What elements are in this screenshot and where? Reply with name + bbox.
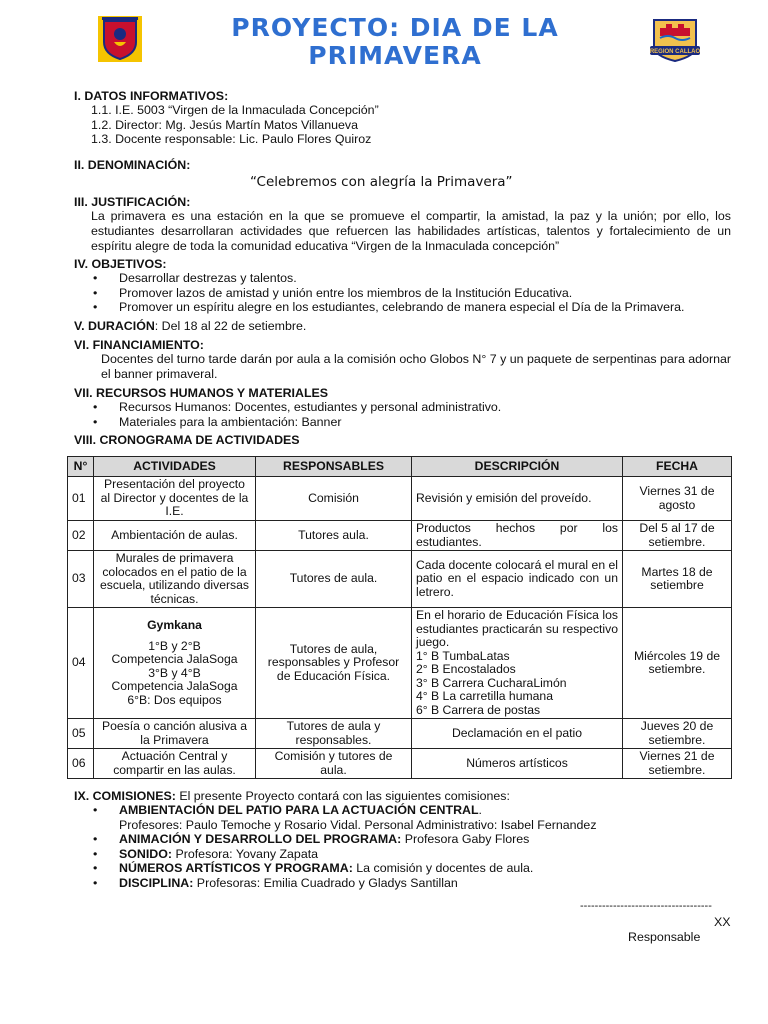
comision-item <box>91 861 597 876</box>
cell-actividad: Presentación del proyecto al Director y docentes de la I.E. <box>94 477 256 521</box>
cell-n: 01 <box>68 477 94 521</box>
cell-fecha: Viernes 21 de setiembre. <box>623 749 732 779</box>
cell-fecha: Viernes 31 de agosto <box>623 477 732 521</box>
title-line-1: PROYECTO: DIA DE LA <box>231 13 559 42</box>
cell-responsables: Tutores aula. <box>256 521 412 551</box>
cell-descripcion <box>412 608 623 719</box>
comision-text: Profesoras: Emilia Cuadrado y Gladys Santillan <box>193 875 458 890</box>
signature-line: ------------------------------------ <box>580 900 712 912</box>
recurso-item: • Recursos Humanos: Docentes, estudiantes y personal administrativo. <box>91 400 501 415</box>
gymkana-line: Competencia JalaSoga <box>111 652 238 666</box>
comisiones-line <box>74 789 510 803</box>
recursos-list <box>91 400 501 429</box>
cell-actividad <box>94 608 256 719</box>
cell-n: 03 <box>68 551 94 608</box>
duracion-line <box>74 319 306 333</box>
cell-descripcion: Productos hechos por los estudiantes. <box>412 521 623 551</box>
comision-text: . <box>478 803 482 817</box>
cell-fecha: Del 5 al 17 de setiembre. <box>623 521 732 551</box>
comision-text: Profesores: Paulo Temoche y Rosario Vidal. Personal Administrativo: Isabel Fernandez <box>119 817 597 832</box>
table-header-row <box>68 457 732 477</box>
section-financiamiento-heading: VI. FINANCIAMIENTO: <box>74 338 204 352</box>
activities-table <box>67 456 732 779</box>
section-denominacion-heading: II. DENOMINACIÓN: <box>74 158 191 172</box>
gymkana-desc-line: 6° B Carrera de postas <box>416 702 541 717</box>
gymkana-desc-line: 2° B Encostalados <box>416 662 516 676</box>
cell-descripcion: Declamación en el patio <box>412 719 623 749</box>
table-row <box>68 551 732 608</box>
cell-descripcion: Revisión y emisión del proveído. <box>412 477 623 521</box>
table-row <box>68 719 732 749</box>
comision-item <box>91 803 597 818</box>
gymkana-desc-line: 3° B Carrera CucharaLimón <box>416 675 567 690</box>
objetivo-item: • Promover lazos de amistad y unión entre los miembros de la Institución Educativa. <box>91 286 684 301</box>
cell-n: 02 <box>68 521 94 551</box>
cell-responsables: Tutores de aula. <box>256 551 412 608</box>
cell-responsables: Tutores de aula, responsables y Profesor de Educación Física. <box>256 608 412 719</box>
comisiones-list <box>91 803 597 891</box>
comision-text: Profesora Gaby Flores <box>401 832 530 847</box>
comision-text: La comisión y docentes de aula. <box>352 861 534 876</box>
comision-title: ANIMACIÓN Y DESARROLLO DEL PROGRAMA: <box>119 832 402 847</box>
cell-n: 05 <box>68 719 94 749</box>
gymkana-desc-intro: En el horario de Educación Física los estudiantes practicarán su respectivo juego. <box>416 608 618 649</box>
header-actividades: ACTIVIDADES <box>94 457 256 477</box>
table-row <box>68 521 732 551</box>
header-responsables: RESPONSABLES <box>256 457 412 477</box>
cell-actividad: Poesía o canción alusiva a la Primavera <box>94 719 256 749</box>
cell-n: 04 <box>68 608 94 719</box>
cell-descripcion: Números artísticos <box>412 749 623 779</box>
datos-item-2: 1.2. Director: Mg. Jesús Martín Matos Villanueva <box>91 118 358 132</box>
cell-n: 06 <box>68 749 94 779</box>
region-callao-logo <box>646 16 704 62</box>
section-objetivos-heading: IV. OBJETIVOS: <box>74 257 167 271</box>
datos-item-3: 1.3. Docente responsable: Lic. Paulo Flores Quiroz <box>91 132 372 146</box>
comision-title: DISCIPLINA: <box>119 875 194 890</box>
gymkana-line: 1°B y 2°B <box>148 638 201 653</box>
datos-item-1: 1.1. I.E. 5003 “Virgen de la Inmaculada Concepción” <box>91 103 379 117</box>
cell-fecha: Miércoles 19 de setiembre. <box>623 608 732 719</box>
table-row <box>68 477 732 521</box>
comision-item <box>91 876 597 891</box>
denominacion-quote: “Celebremos con alegría la Primavera” <box>250 174 513 190</box>
cell-actividad: Actuación Central y compartir en las aulas. <box>94 749 256 779</box>
cell-responsables: Tutores de aula y responsables. <box>256 719 412 749</box>
project-title <box>150 14 640 70</box>
header-descripcion: DESCRIPCIÓN <box>412 457 623 477</box>
gymkana-line: Competencia JalaSoga <box>111 679 238 693</box>
cell-fecha: Jueves 20 de setiembre. <box>623 719 732 749</box>
section-datos-heading: I. DATOS INFORMATIVOS: <box>74 89 229 103</box>
comision-title: NÚMEROS ARTÍSTICOS Y PROGRAMA: <box>119 861 353 876</box>
recurso-item: • Materiales para la ambientación: Banner <box>91 415 501 430</box>
comisiones-intro: El presente Proyecto contará con las siguientes comisiones: <box>175 789 510 803</box>
section-justificacion-heading: III. JUSTIFICACIÓN: <box>74 195 191 209</box>
cell-responsables: Comisión <box>256 477 412 521</box>
comision-text: Profesora: Yovany Zapata <box>172 846 319 861</box>
table-row <box>68 608 732 719</box>
section-comisiones-heading: IX. COMISIONES: <box>74 789 176 803</box>
signature-name: XX <box>714 915 731 929</box>
header-fecha: FECHA <box>623 457 732 477</box>
objetivos-list <box>91 271 684 315</box>
comision-item-detail <box>91 818 597 833</box>
comision-title: SONIDO: <box>119 846 173 861</box>
header-n: N° <box>68 457 94 477</box>
justificacion-text: La primavera es una estación en la que se promueve el compartir, la amistad, la paz y la unión; por ello, los estudiantes desarrollaran actividades que refuercen las habilidades artísticas, talentos y fortalecimiento de un espíritu alegre de toda la comunidad educativa “Virgen de la Inmaculada concepción” <box>91 209 731 253</box>
cell-actividad: Murales de primavera colocados en el patio de la escuela, utilizando diversas técnicas. <box>94 551 256 608</box>
gymkana-line: 6°B: Dos equipos <box>127 692 222 707</box>
comision-item <box>91 847 597 862</box>
objetivo-item: • Desarrollar destrezas y talentos. <box>91 271 684 286</box>
gymkana-line: 3°B y 4°B <box>148 665 201 680</box>
school-crest-logo <box>98 16 142 62</box>
cell-fecha: Martes 18 de setiembre <box>623 551 732 608</box>
section-recursos-heading: VII. RECURSOS HUMANOS Y MATERIALES <box>74 386 329 400</box>
comision-item <box>91 832 597 847</box>
section-duracion-heading: V. DURACIÓN <box>74 319 155 333</box>
gymkana-title: Gymkana <box>147 618 202 632</box>
duracion-text: : Del 18 al 22 de setiembre. <box>154 319 307 333</box>
cell-responsables: Comisión y tutores de aula. <box>256 749 412 779</box>
objetivo-item: • Promover un espíritu alegre en los estudiantes, celebrando de manera especial el Día de la Primavera. <box>91 300 684 315</box>
cell-actividad: Ambientación de aulas. <box>94 521 256 551</box>
table-row <box>68 749 732 779</box>
region-callao-text: REGION CALLAO <box>649 49 701 55</box>
section-cronograma-heading: VIII. CRONOGRAMA DE ACTIVIDADES <box>74 433 300 447</box>
comision-title: AMBIENTACIÓN DEL PATIO PARA LA ACTUACIÓN CENTRAL <box>119 803 479 817</box>
cell-descripcion: Cada docente colocará el mural en el patio en el espacio indicado con un letrero. <box>412 551 623 608</box>
signature-role: Responsable <box>628 930 701 944</box>
title-line-2: PRIMAVERA <box>308 41 482 70</box>
gymkana-desc-line: 4° B La carretilla humana <box>416 689 553 703</box>
gymkana-desc-line: 1° B TumbaLatas <box>416 648 510 663</box>
financiamiento-text: Docentes del turno tarde darán por aula a la comisión ocho Globos N° 7 y un paquete de serpentinas para adornar el banner primaveral. <box>101 352 731 381</box>
